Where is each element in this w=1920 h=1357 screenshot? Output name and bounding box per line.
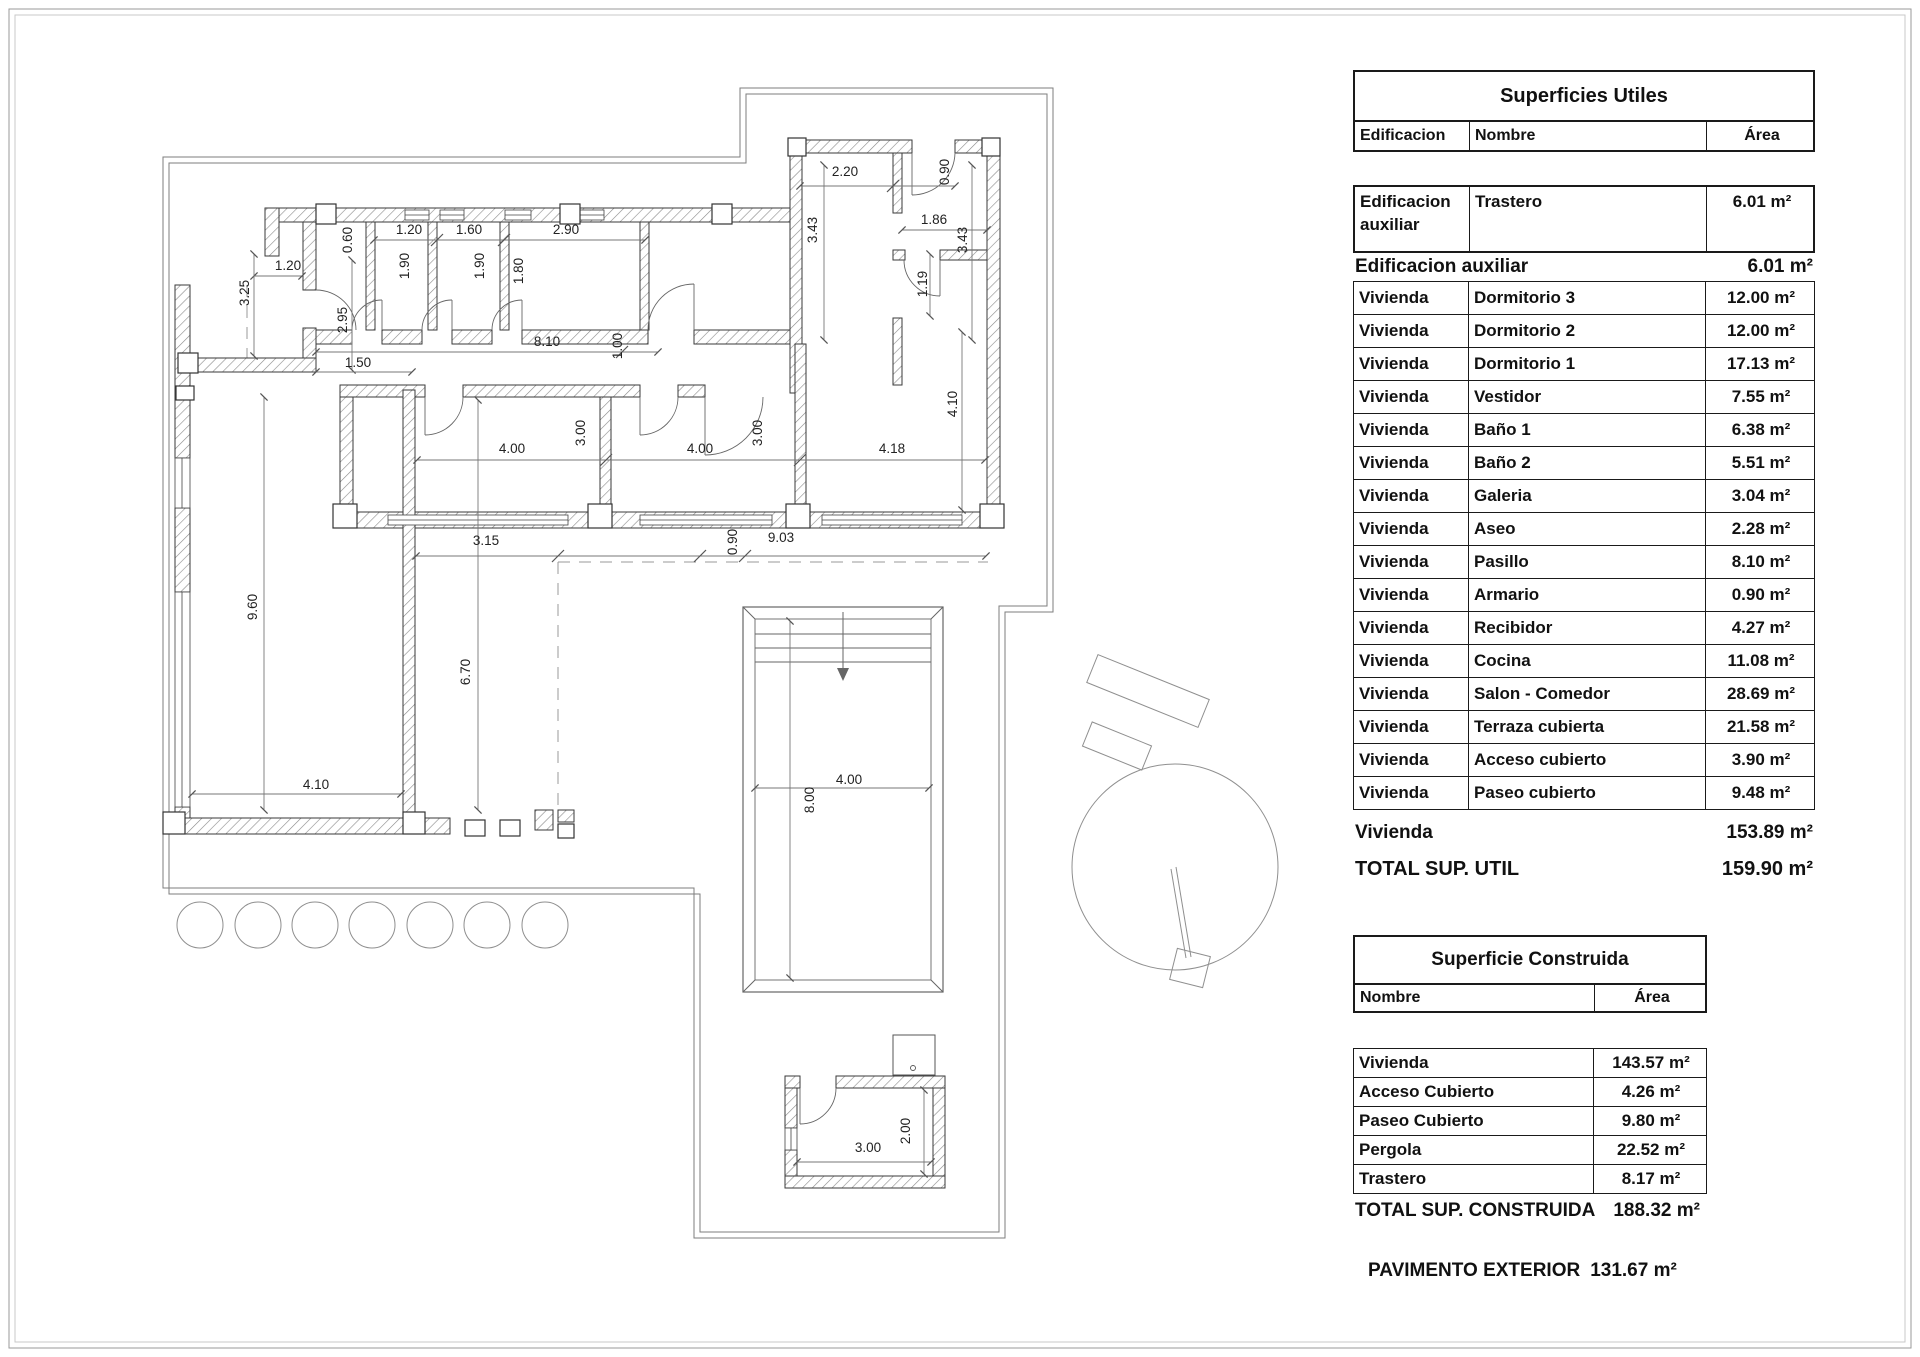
dimension-label: 2.00 [898, 1117, 913, 1145]
table-cell-nombre: Dormitorio 1 [1469, 348, 1706, 380]
table-cell-edificacion: Vivienda [1354, 348, 1469, 380]
total-sup-util-line [1355, 852, 1813, 886]
table-cell-edificacion: Vivienda [1354, 579, 1469, 611]
dimension-label: 1.60 [455, 222, 483, 237]
aux-total-value: 6.01 m² [1747, 256, 1813, 277]
table-cell-area: 12.00 m² [1726, 321, 1796, 340]
total-sup-util-label: TOTAL SUP. UTIL [1355, 857, 1520, 880]
table-cell-nombre: Vestidor [1469, 381, 1706, 413]
dimension-label: 1.20 [395, 222, 423, 237]
table-cell-edificacion: Vivienda [1354, 414, 1469, 446]
total-construida-value: 188.32 m² [1613, 1200, 1700, 1221]
tree [1072, 655, 1278, 988]
dimension-label: 1.90 [397, 252, 412, 280]
bushes [177, 902, 568, 948]
table-cell-area: 9.80 m² [1621, 1111, 1681, 1130]
table-cell-area: 5.51 m² [1731, 453, 1791, 472]
outbuilding-walls [785, 1076, 945, 1188]
aux-nombre: Trastero [1470, 187, 1707, 251]
dimension-label: 3.43 [955, 226, 970, 254]
table-cell-edificacion: Vivienda [1354, 381, 1469, 413]
table-row [1353, 1078, 1707, 1107]
pool [743, 607, 943, 992]
table-row [1353, 513, 1815, 546]
dimension-label: 4.00 [835, 772, 863, 787]
dimension-label: 9.60 [245, 593, 260, 621]
table-row [1353, 348, 1815, 381]
table-cell-nombre: Salon - Comedor [1469, 678, 1706, 710]
table-cell-edificacion: Vivienda [1354, 513, 1469, 545]
table-row [1353, 447, 1815, 480]
superficies-utiles-title [1353, 70, 1815, 122]
table-cell-area: 21.58 m² [1726, 717, 1796, 736]
table-cell-edificacion: Vivienda [1354, 678, 1469, 710]
column-header-area: Área [1744, 127, 1780, 144]
total-construida-label: TOTAL SUP. CONSTRUIDA [1355, 1200, 1596, 1221]
superficies-utiles-rows [1353, 281, 1815, 810]
dimension-label: 4.10 [945, 390, 960, 418]
table-cell-edificacion: Vivienda [1354, 315, 1469, 347]
exterior-unit [893, 1035, 935, 1075]
table-cell-area: 9.48 m² [1731, 783, 1791, 802]
table-cell-edificacion: Vivienda [1354, 777, 1469, 809]
table-cell-nombre: Acceso Cubierto [1354, 1078, 1594, 1106]
table-cell-area: 6.38 m² [1731, 420, 1791, 439]
superficie-construida-rows [1353, 1048, 1707, 1194]
dimension-label: 0.60 [340, 226, 355, 254]
table-cell-edificacion: Vivienda [1354, 480, 1469, 512]
dimension-label: 1.80 [511, 257, 526, 285]
dimension-label: 4.10 [302, 777, 330, 792]
aux-area: 6.01 m² [1732, 192, 1792, 211]
table-row [1353, 282, 1815, 315]
table-row [1353, 711, 1815, 744]
table-row [1353, 1165, 1707, 1194]
total-sup-util-value: 159.90 m² [1721, 857, 1813, 880]
table-cell-area: 22.52 m² [1616, 1140, 1686, 1159]
table-cell-nombre: Baño 2 [1469, 447, 1706, 479]
table-cell-edificacion: Vivienda [1354, 447, 1469, 479]
table-cell-nombre: Trastero [1354, 1165, 1594, 1193]
table-row [1353, 1107, 1707, 1136]
table-row [1353, 381, 1815, 414]
dimension-label: 2.95 [335, 306, 350, 334]
table-cell-area: 3.90 m² [1731, 750, 1791, 769]
column-header-nombre: Nombre [1470, 122, 1707, 150]
dimension-label: 3.43 [805, 216, 820, 244]
table-row [1353, 645, 1815, 678]
table-title: Superficies Utiles [1500, 84, 1668, 107]
dimension-label: 2.90 [552, 222, 580, 237]
dimension-label: 1.20 [274, 258, 302, 273]
table-cell-edificacion: Vivienda [1354, 612, 1469, 644]
table-cell-nombre: Terraza cubierta [1469, 711, 1706, 743]
table-cell-area: 8.17 m² [1621, 1169, 1681, 1188]
superficie-construida-header [1353, 985, 1707, 1013]
table-row [1353, 612, 1815, 645]
table-cell-nombre: Armario [1469, 579, 1706, 611]
table-row [1353, 744, 1815, 777]
column-header-nombre: Nombre [1355, 985, 1595, 1011]
table-cell-nombre: Dormitorio 2 [1469, 315, 1706, 347]
table-cell-nombre: Paseo Cubierto [1354, 1107, 1594, 1135]
table-cell-nombre: Pasillo [1469, 546, 1706, 578]
dimension-label: 3.00 [573, 419, 588, 447]
superficies-utiles-header [1353, 122, 1815, 152]
table-cell-edificacion: Vivienda [1354, 645, 1469, 677]
aux-total-label: Edificacion auxiliar [1355, 256, 1529, 277]
vivienda-total-line [1355, 818, 1813, 848]
pavimento-value: 131.67 m² [1590, 1260, 1677, 1281]
table-cell-edificacion: Vivienda [1354, 744, 1469, 776]
table-row [1353, 546, 1815, 579]
table-cell-area: 2.28 m² [1731, 519, 1791, 538]
table-row [1353, 1049, 1707, 1078]
aux-edificacion: Edificacion auxiliar [1355, 187, 1470, 251]
table-cell-area: 4.26 m² [1621, 1082, 1681, 1101]
superficie-construida-title [1353, 935, 1707, 985]
dimension-label: 4.00 [498, 441, 526, 456]
table-cell-nombre: Vivienda [1354, 1049, 1594, 1077]
table-cell-area: 0.90 m² [1731, 585, 1791, 604]
table-cell-nombre: Cocina [1469, 645, 1706, 677]
table-cell-area: 28.69 m² [1726, 684, 1796, 703]
dimension-label: 8.00 [802, 786, 817, 814]
table-cell-nombre: Baño 1 [1469, 414, 1706, 446]
dimension-label: 4.18 [878, 441, 906, 456]
table-cell-nombre: Paseo cubierto [1469, 777, 1706, 809]
table-row [1353, 1136, 1707, 1165]
aux-building-row [1353, 185, 1815, 253]
table-row [1353, 414, 1815, 447]
table-cell-nombre: Pergola [1354, 1136, 1594, 1164]
table-cell-edificacion: Vivienda [1354, 282, 1469, 314]
table-title: Superficie Construida [1431, 949, 1629, 970]
table-cell-edificacion: Vivienda [1354, 546, 1469, 578]
table-cell-area: 8.10 m² [1731, 552, 1791, 571]
dimension-label: 3.25 [237, 279, 252, 307]
table-row [1353, 579, 1815, 612]
pavimento-exterior-line [1368, 1256, 1788, 1286]
table-row [1353, 777, 1815, 810]
dimension-label: 8.10 [533, 334, 561, 349]
table-cell-area: 3.04 m² [1731, 486, 1791, 505]
dimension-label: 9.03 [767, 530, 795, 545]
table-cell-area: 17.13 m² [1726, 354, 1796, 373]
vivienda-total-label: Vivienda [1355, 822, 1433, 843]
table-cell-area: 7.55 m² [1731, 387, 1791, 406]
dimension-label: 3.00 [750, 419, 765, 447]
dimension-label: 0.90 [937, 158, 952, 186]
table-row [1353, 315, 1815, 348]
column-header-area: Área [1634, 989, 1670, 1006]
pavimento-label: PAVIMENTO EXTERIOR [1368, 1260, 1581, 1281]
aux-total-line [1355, 253, 1813, 281]
dimension-label: 1.00 [610, 332, 625, 360]
vivienda-total-value: 153.89 m² [1726, 822, 1813, 843]
dimension-label: 1.50 [344, 355, 372, 370]
dimension-label: 1.90 [472, 252, 487, 280]
dimension-label: 4.00 [686, 441, 714, 456]
table-row [1353, 678, 1815, 711]
column-header-edificacion: Edificacion [1355, 122, 1470, 150]
dimension-label: 0.90 [725, 528, 740, 556]
dimension-label: 2.20 [831, 164, 859, 179]
table-cell-nombre: Recibidor [1469, 612, 1706, 644]
table-row [1353, 480, 1815, 513]
table-cell-area: 11.08 m² [1727, 651, 1795, 670]
table-cell-edificacion: Vivienda [1354, 711, 1469, 743]
dimension-label: 1.86 [920, 212, 948, 227]
table-cell-area: 12.00 m² [1726, 288, 1796, 307]
table-cell-nombre: Galeria [1469, 480, 1706, 512]
dimension-label: 3.00 [854, 1140, 882, 1155]
table-cell-nombre: Aseo [1469, 513, 1706, 545]
dimension-label: 6.70 [458, 658, 473, 686]
table-cell-area: 143.57 m² [1612, 1053, 1690, 1072]
table-cell-nombre: Dormitorio 3 [1469, 282, 1706, 314]
table-cell-area: 4.27 m² [1731, 618, 1791, 637]
table-cell-nombre: Acceso cubierto [1469, 744, 1706, 776]
dimension-label: 3.15 [472, 533, 500, 548]
dimension-label: 1.19 [915, 270, 930, 298]
total-construida-line [1355, 1196, 1775, 1226]
